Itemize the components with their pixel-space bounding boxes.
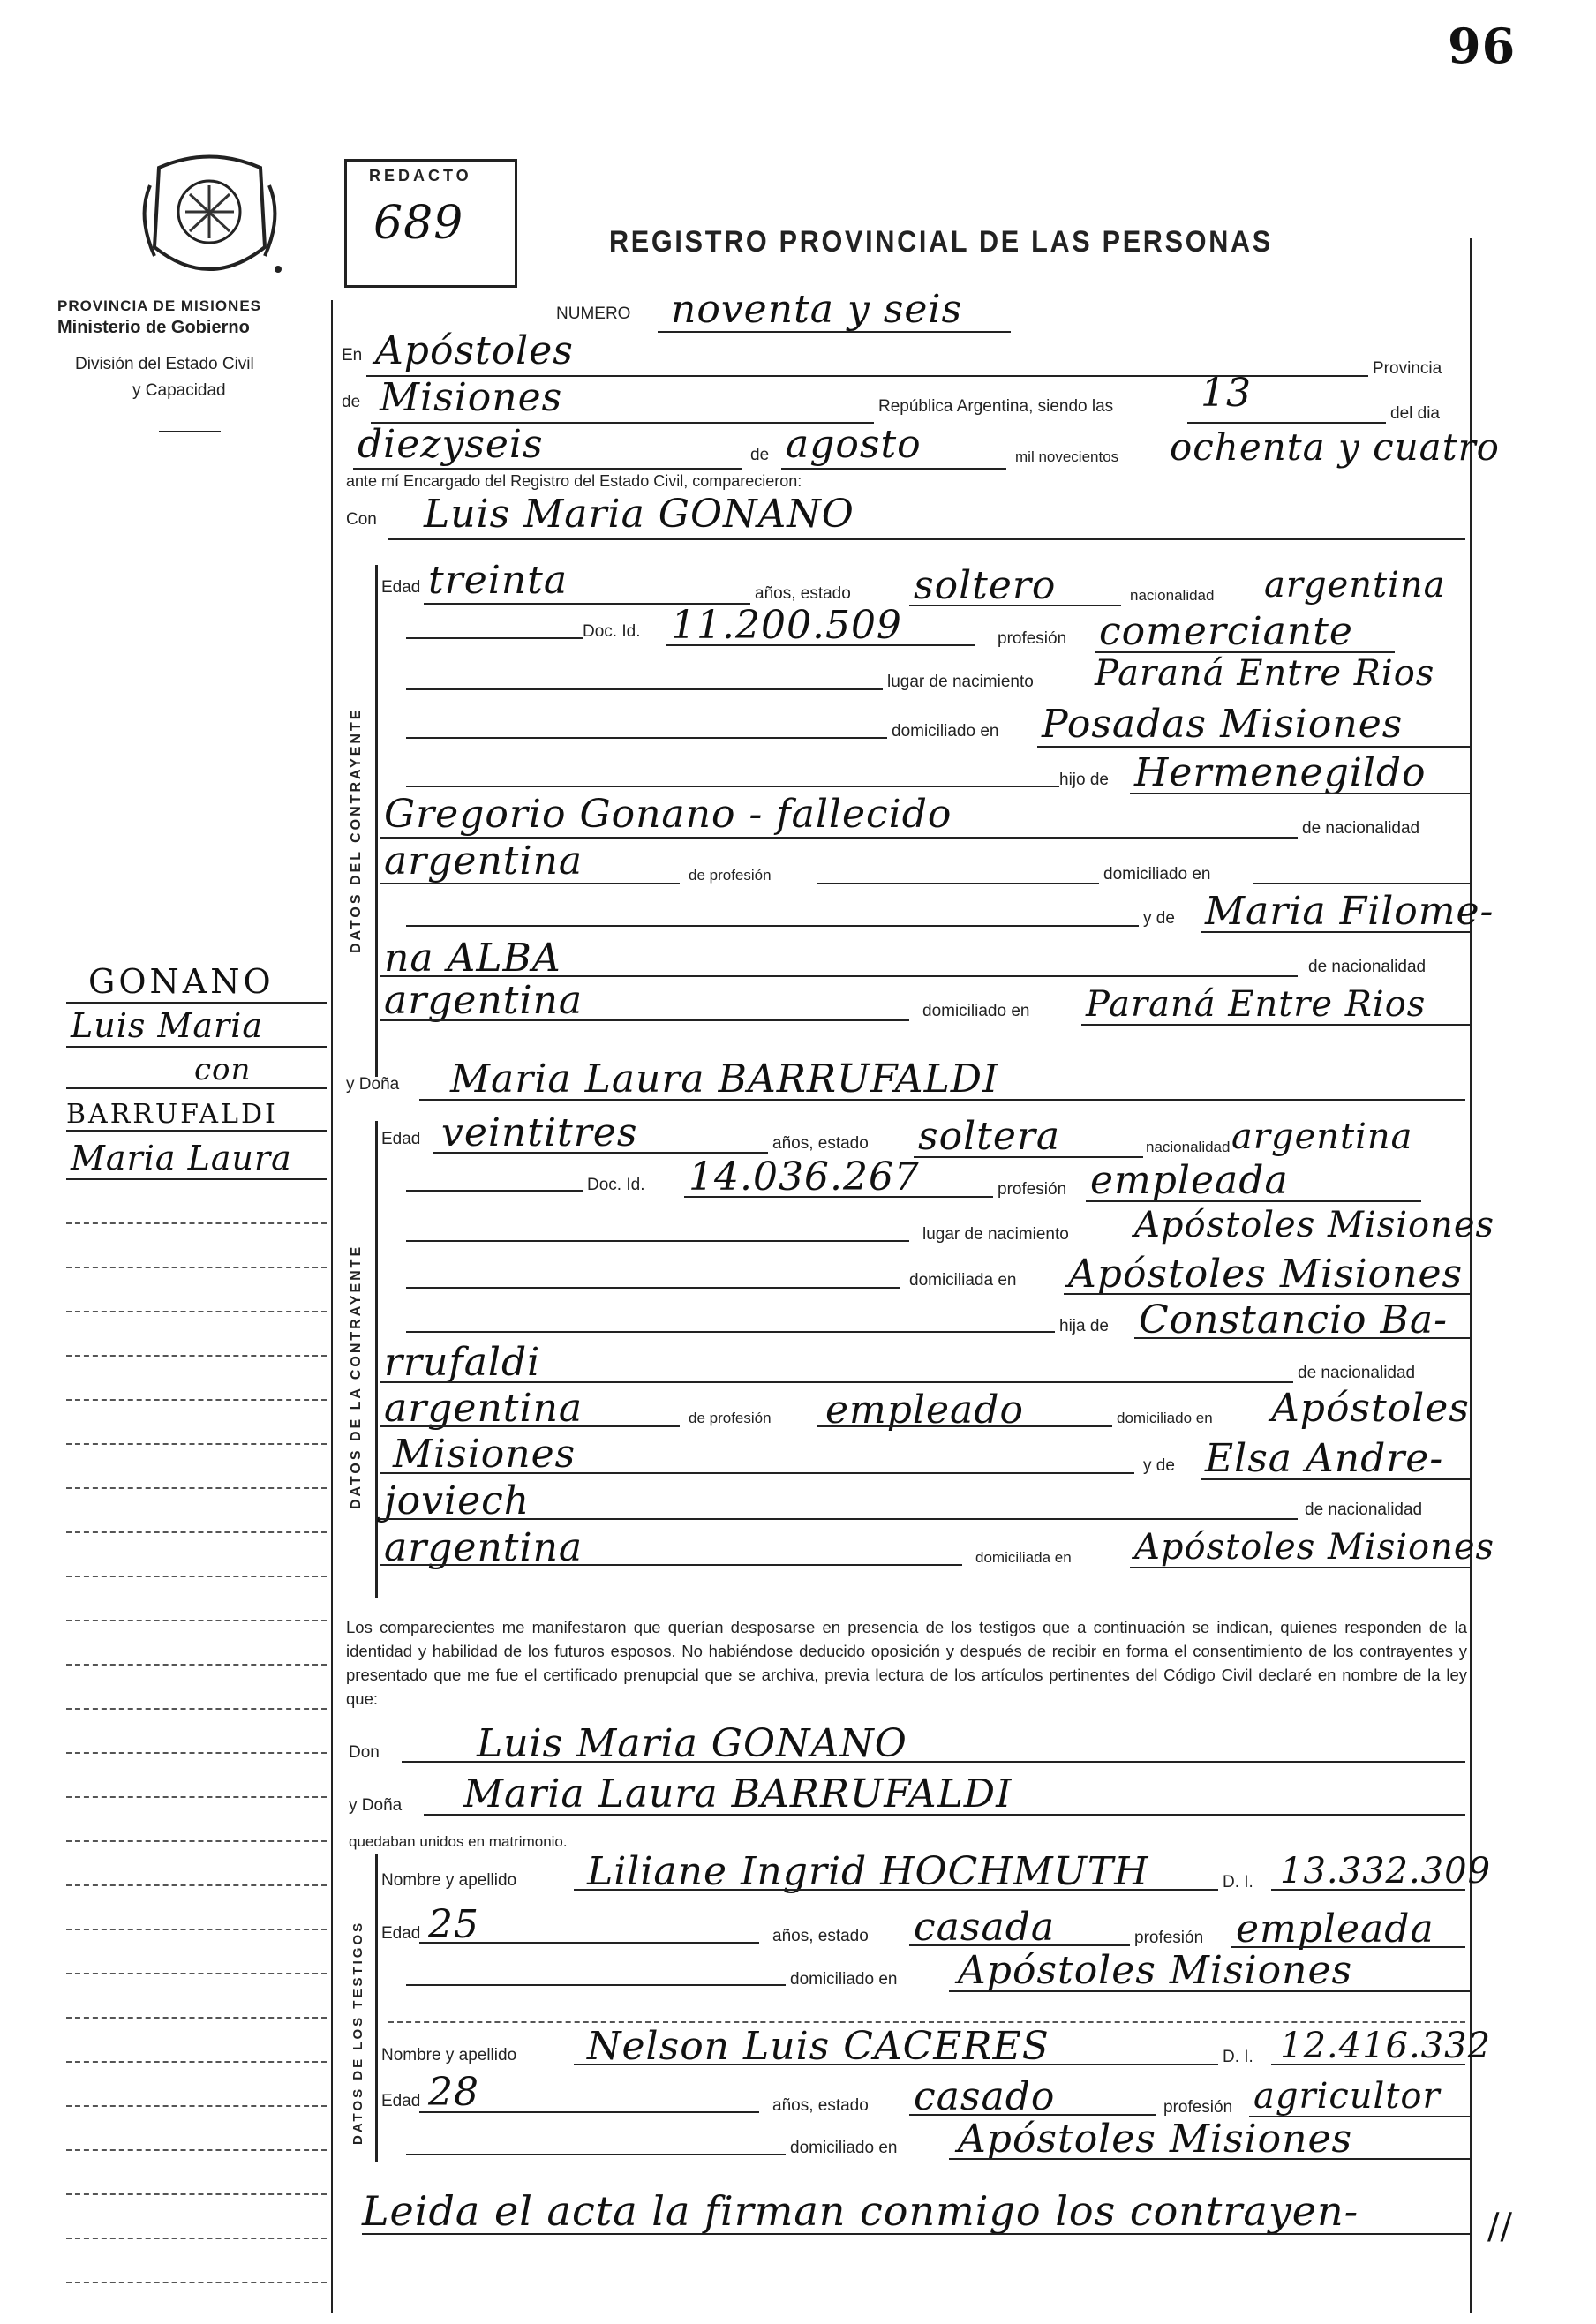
- f-madre-value-2: joviech: [384, 1478, 531, 1523]
- c-madre-value-2: na ALBA: [384, 936, 561, 981]
- testigos-section-label: DATOS DE LOS TESTIGOS: [350, 1920, 365, 2145]
- document-title: REGISTRO PROVINCIAL DE LAS PERSONAS: [609, 225, 1273, 259]
- f-padre-dom-line-2: [380, 1472, 1134, 1474]
- de-value: Misiones: [380, 375, 563, 420]
- c-yde-label: y de: [1143, 909, 1175, 928]
- c-madre-nac-label: de nacionalidad: [1308, 958, 1427, 976]
- f-madre-line-2: [380, 1518, 1298, 1520]
- t1-dom-blank: [406, 1984, 786, 1986]
- f-lugar-label: lugar de nacimiento: [922, 1225, 1069, 1244]
- con-line: [388, 538, 1465, 540]
- c-padre-dom-label: domiciliado en: [1103, 865, 1211, 884]
- t2-anios-label: años, estado: [772, 2096, 869, 2115]
- t2-dom-value: Apóstoles Misiones: [958, 2117, 1353, 2162]
- margin-blank-line: [66, 2149, 327, 2151]
- c-doc-line: [666, 644, 975, 646]
- t2-di-label: D. I.: [1223, 2048, 1253, 2066]
- c-prof-label: profesión: [998, 629, 1067, 648]
- c-madre-line-2: [380, 975, 1298, 977]
- c-lugar-label: lugar de nacimiento: [887, 673, 1034, 691]
- f-padre-prof: empleado: [825, 1388, 1024, 1433]
- numero-line: [658, 331, 1011, 333]
- testigos-bracket: [375, 1854, 378, 2162]
- mes-label: de: [750, 446, 770, 464]
- mil-label: mil novecientos: [1015, 448, 1119, 465]
- t1-di-label: D. I.: [1223, 1873, 1253, 1892]
- margin-line-2: [66, 1046, 327, 1048]
- c-hijo-blank: [406, 786, 1059, 787]
- f-yde-label: y de: [1143, 1456, 1175, 1475]
- f-madre-nac-line: [380, 1564, 962, 1566]
- c-estado-value: soltero: [914, 563, 1057, 608]
- c-dom-value: Posadas Misiones: [1042, 702, 1404, 747]
- f-madre-dom-line: [1130, 1567, 1470, 1568]
- ante-text: ante mí Encargado del Registro del Estado Civil, comparecieron:: [346, 472, 802, 490]
- t1-di-value: 13.332.309: [1280, 1851, 1492, 1892]
- t2-edad-value: 28: [428, 2070, 479, 2115]
- t1-nombre-value: Liliane Ingrid HOCHMUTH: [587, 1849, 1149, 1894]
- division-label-1: División del Estado Civil: [75, 355, 254, 373]
- margin-blank-line: [66, 1620, 327, 1621]
- c-padre-dom-line: [1253, 883, 1470, 884]
- contrayente-section-label: DATOS DEL CONTRAYENTE: [349, 707, 364, 953]
- t2-di-line: [1271, 2064, 1465, 2065]
- f-dom-label: domiciliada en: [909, 1271, 1017, 1290]
- f-edad-label: Edad: [381, 1130, 421, 1148]
- decl-don-value: Luis Maria GONANO: [477, 1721, 907, 1766]
- testigos-separator: [388, 2021, 1465, 2023]
- margin-blank-line: [66, 1531, 327, 1533]
- c-nac-value: argentina: [1264, 565, 1446, 605]
- f-doc-blank: [406, 1190, 583, 1192]
- provincial-seal-icon: [132, 150, 287, 282]
- c-madre-value-1: Maria Filome-: [1205, 889, 1494, 934]
- t2-estado-line: [909, 2114, 1156, 2116]
- margin-blank-line: [66, 1973, 327, 1974]
- margin-note-2: Luis Maria: [71, 1006, 263, 1045]
- f-padre-dom-label: domiciliado en: [1117, 1410, 1213, 1426]
- margin-line-5: [66, 1178, 327, 1180]
- contrayenta-bracket: [375, 1121, 378, 1598]
- t1-dom-value: Apóstoles Misiones: [958, 1948, 1353, 1993]
- footer-handwriting: Leida el acta la firman conmigo los contrayen-: [362, 2187, 1359, 2235]
- f-prof-label: profesión: [998, 1180, 1067, 1199]
- c-padre-value-1: Hermenegildo: [1134, 750, 1427, 795]
- dona-line: [419, 1099, 1465, 1101]
- decl-dona-label: y Doña: [349, 1796, 403, 1815]
- margin-blank-line: [66, 2193, 327, 2195]
- decl-dona-value: Maria Laura BARRUFALDI: [463, 1771, 1013, 1816]
- ministry-label: Ministerio de Gobierno: [57, 318, 250, 337]
- c-dom-blank: [406, 737, 887, 739]
- margin-blank-line: [66, 2238, 327, 2239]
- t1-edad-label: Edad: [381, 1924, 421, 1943]
- margin-blank-line: [66, 1267, 327, 1268]
- f-lugar-blank: [406, 1240, 909, 1242]
- margin-line-3: [66, 1087, 327, 1089]
- margin-blank-line: [66, 1311, 327, 1312]
- contrayente-bracket: [375, 565, 378, 1077]
- margin-line-4: [66, 1130, 327, 1132]
- c-prof-value: comerciante: [1099, 609, 1353, 654]
- t1-nombre-line: [574, 1889, 1218, 1891]
- margin-blank-line: [66, 1355, 327, 1357]
- c-de-prof-label: de profesión: [689, 867, 772, 884]
- t2-nombre-value: Nelson Luis CACERES: [587, 2024, 1050, 2069]
- t1-prof-value: empleada: [1236, 1907, 1434, 1952]
- province-label: PROVINCIA DE MISIONES: [57, 297, 262, 314]
- c-doc-value: 11.200.509: [671, 603, 902, 648]
- dona-label: y Doña: [346, 1075, 400, 1094]
- c-dom-line: [1037, 746, 1470, 748]
- c-yde-blank: [406, 925, 1139, 927]
- redacto-label: REDACTO: [369, 167, 472, 184]
- de-label: de: [342, 393, 361, 411]
- f-padre-line-1: [1134, 1337, 1470, 1339]
- numero-label: NUMERO: [556, 305, 631, 323]
- f-anios-label: años, estado: [772, 1134, 869, 1153]
- t2-prof-value: agricultor: [1253, 2076, 1441, 2117]
- margin-blank-line: [66, 1884, 327, 1886]
- f-madre-nac: argentina: [384, 1525, 583, 1570]
- footer-line: [362, 2233, 1470, 2235]
- f-madre-dom-label: domiciliada en: [975, 1549, 1072, 1566]
- redacto-value: 689: [373, 197, 464, 250]
- f-padre-prof-line: [817, 1425, 1112, 1427]
- f-padre-nac-line: [380, 1425, 680, 1427]
- left-margin-divider: [331, 300, 333, 2313]
- numero-value: noventa y seis: [671, 287, 963, 332]
- mes-value: agosto: [786, 422, 922, 467]
- c-nac-label: nacionalidad: [1130, 587, 1215, 604]
- hora-line: [1187, 422, 1386, 424]
- c-madre-dom-line: [1081, 1024, 1470, 1026]
- c-estado-line: [909, 605, 1121, 606]
- margin-blank-line: [66, 1708, 327, 1710]
- f-padre-value-1: Constancio Ba-: [1139, 1297, 1448, 1343]
- c-edad-label: Edad: [381, 578, 421, 597]
- decl-closing: quedaban unidos en matrimonio.: [349, 1833, 568, 1850]
- margin-blank-line: [66, 2017, 327, 2019]
- t1-edad-value: 25: [428, 1902, 479, 1947]
- en-value: Apóstoles: [375, 328, 574, 373]
- f-padre-dom-1: Apóstoles: [1271, 1386, 1470, 1431]
- c-lugar-value: Paraná Entre Rios: [1095, 653, 1435, 694]
- margin-note-3: con: [194, 1052, 252, 1087]
- f-prof-line: [1086, 1200, 1421, 1202]
- c-madre-dom: Paraná Entre Rios: [1086, 984, 1427, 1025]
- c-madre-line-1: [1201, 931, 1470, 933]
- margin-note-1: GONANO: [88, 962, 275, 1001]
- f-padre-dom-2: Misiones: [393, 1432, 576, 1477]
- margin-blank-line: [66, 1576, 327, 1577]
- f-de-nac-label: de nacionalidad: [1298, 1364, 1416, 1382]
- f-prof-value: empleada: [1090, 1158, 1289, 1203]
- margin-blank-line: [66, 1664, 327, 1666]
- f-padre-value-2: rrufaldi: [384, 1340, 541, 1385]
- f-estado-value: soltera: [918, 1114, 1061, 1159]
- f-nac-label: nacionalidad: [1146, 1139, 1231, 1155]
- margin-blank-line: [66, 1929, 327, 1930]
- del-dia-label: del dia: [1390, 404, 1440, 423]
- t2-dom-line: [949, 2158, 1470, 2160]
- t2-dom-label: domiciliado en: [790, 2139, 898, 2157]
- page-number: 96: [1448, 18, 1517, 74]
- margin-note-4: BARRUFALDI: [66, 1099, 278, 1130]
- margin-blank-line: [66, 2061, 327, 2063]
- margin-blank-line: [66, 1796, 327, 1798]
- c-padre-line-1: [1130, 793, 1470, 794]
- f-lugar-value: Apóstoles Misiones: [1134, 1205, 1495, 1245]
- t2-nombre-label: Nombre y apellido: [381, 2046, 517, 2065]
- c-madre-nac-line: [380, 1019, 909, 1021]
- t2-dom-blank: [406, 2154, 786, 2155]
- f-madre-dom: Apóstoles Misiones: [1134, 1527, 1495, 1568]
- f-dom-value: Apóstoles Misiones: [1068, 1252, 1464, 1297]
- c-anios-label: años, estado: [755, 584, 851, 603]
- t2-edad-label: Edad: [381, 2092, 421, 2110]
- c-padre-prof-line: [817, 883, 1099, 884]
- header-divider: [159, 431, 221, 432]
- f-edad-value: veintitres: [441, 1110, 638, 1155]
- f-madre-line-1: [1201, 1478, 1470, 1480]
- f-de-prof-label: de profesión: [689, 1410, 772, 1426]
- decl-dona-line: [424, 1814, 1465, 1816]
- c-lugar-blank: [406, 688, 883, 690]
- t1-dom-line: [949, 1990, 1470, 1992]
- dia-value: diezyseis: [358, 422, 544, 467]
- margin-blank-line: [66, 1840, 327, 1842]
- t2-edad-line: [419, 2111, 759, 2113]
- c-padre-value-2: Gregorio Gonano - fallecido: [384, 792, 952, 837]
- redacto-box: [344, 159, 517, 288]
- margin-blank-line: [66, 1399, 327, 1401]
- en-label: En: [342, 346, 363, 365]
- t1-edad-line: [419, 1942, 759, 1944]
- anio-value: ochenta y cuatro: [1170, 425, 1500, 469]
- t1-di-line: [1271, 1889, 1465, 1891]
- c-doc-label: Doc. Id.: [583, 622, 641, 641]
- dia-line: [353, 468, 742, 470]
- hora-value: 13: [1201, 371, 1252, 416]
- decl-don-label: Don: [349, 1743, 380, 1762]
- right-border: [1470, 238, 1472, 2313]
- t1-prof-label: profesión: [1134, 1929, 1204, 1947]
- f-nac-value: argentina: [1231, 1117, 1413, 1157]
- c-padre-nac-line: [380, 883, 680, 884]
- f-dom-line: [1064, 1293, 1470, 1295]
- t1-estado-value: casada: [914, 1905, 1056, 1950]
- margin-blank-line: [66, 2105, 327, 2107]
- contrayenta-section-label: DATOS DE LA CONTRAYENTE: [349, 1244, 364, 1509]
- f-hija-blank: [406, 1331, 1055, 1333]
- c-edad-value: treinta: [428, 558, 568, 603]
- margin-note-5: Maria Laura: [71, 1139, 292, 1177]
- republica-label: República Argentina, siendo las: [878, 397, 1114, 416]
- declaration-paragraph: Los comparecientes me manifestaron que querían desposarse en presencia de los testigos que a continuación se indican, quienes responden de la identidad y habilidad de los futuros esposos. No habiéndose deducido oposición y después de recibir en forma el consentimiento de los contrayentes y presentado que me fue el certificado prenupcial que se archiva, previa lectura de los artículos pertinentes del Código Civil declaré en nombre de la ley que:: [346, 1618, 1467, 1708]
- c-de-nac-label: de nacionalidad: [1302, 819, 1420, 838]
- mes-line: [781, 468, 1006, 470]
- f-dom-blank: [406, 1287, 900, 1289]
- c-hijo-label: hijo de: [1059, 771, 1109, 789]
- t2-estado-value: casado: [914, 2074, 1056, 2119]
- c-doc-blank: [406, 637, 583, 639]
- con-label: Con: [346, 510, 377, 529]
- c-madre-dom-label: domiciliado en: [922, 1002, 1030, 1020]
- t1-nombre-label: Nombre y apellido: [381, 1871, 517, 1890]
- f-madre-value-1: Elsa Andre-: [1205, 1436, 1444, 1481]
- margin-blank-line: [66, 2282, 327, 2283]
- t1-anios-label: años, estado: [772, 1927, 869, 1945]
- f-doc-value: 14.036.267: [689, 1154, 920, 1200]
- decl-don-line: [402, 1761, 1465, 1763]
- f-edad-line: [433, 1152, 768, 1154]
- c-dom-label: domiciliado en: [892, 722, 999, 741]
- t1-estado-line: [909, 1944, 1130, 1946]
- margin-blank-line: [66, 1752, 327, 1754]
- f-padre-nac: argentina: [384, 1386, 583, 1431]
- t2-nombre-line: [574, 2064, 1218, 2065]
- margin-blank-line: [66, 1443, 327, 1445]
- t2-prof-label: profesión: [1163, 2098, 1233, 2117]
- margin-blank-line: [66, 1222, 327, 1224]
- f-madre-nac-label: de nacionalidad: [1305, 1500, 1423, 1519]
- f-doc-line: [684, 1196, 993, 1198]
- margin-line-1: [66, 1002, 327, 1004]
- c-madre-nac: argentina: [384, 978, 583, 1023]
- provincia-label: Provincia: [1373, 359, 1442, 378]
- f-hija-label: hija de: [1059, 1317, 1109, 1335]
- division-label-2: y Capacidad: [132, 381, 226, 400]
- contrayenta-name: Maria Laura BARRUFALDI: [450, 1057, 999, 1102]
- t2-di-value: 12.416.332: [1280, 2026, 1492, 2066]
- c-padre-nac: argentina: [384, 839, 583, 884]
- f-doc-label: Doc. Id.: [587, 1176, 645, 1194]
- contrayente-name: Luis Maria GONANO: [424, 492, 854, 537]
- f-padre-line-2: [380, 1381, 1293, 1383]
- t1-dom-label: domiciliado en: [790, 1970, 898, 1989]
- closing-slashes: //: [1487, 2207, 1513, 2247]
- margin-blank-line: [66, 1487, 327, 1489]
